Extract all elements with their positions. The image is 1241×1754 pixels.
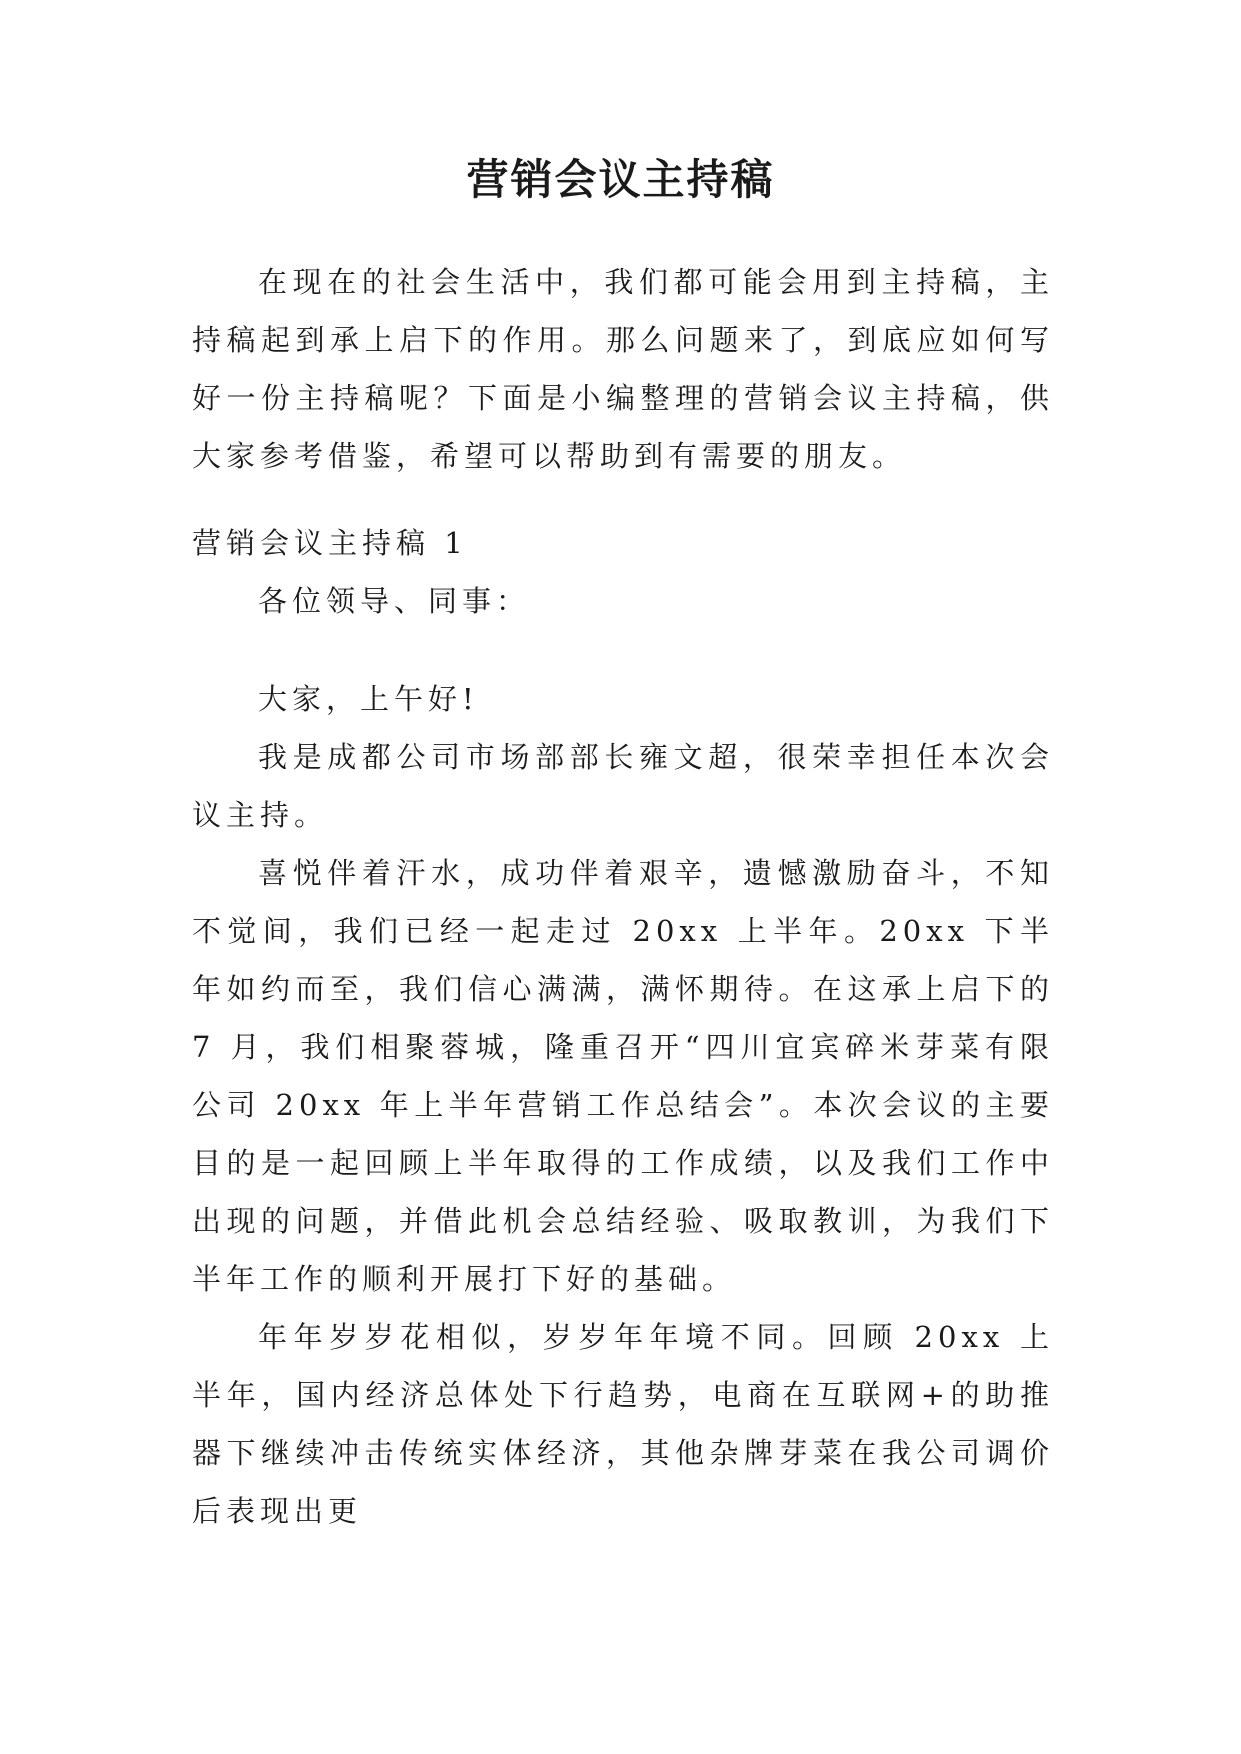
document-title: 营销会议主持稿	[466, 155, 775, 204]
intro-paragraph: 在现在的社会生活中，我们都可能会用到主持稿，主持稿起到承上启下的作用。那么问题来了，到底应如何写好一份主持稿呢？下面是小编整理的营销会议主持稿，供大家参考借鉴，希望可以帮助到有需要的朋友。	[192, 265, 1054, 473]
speech-body	[192, 670, 1054, 1540]
intro-block	[192, 253, 1054, 485]
section-block	[192, 514, 1054, 630]
salutation: 各位领导、同事：	[258, 584, 531, 618]
body-paragraph: 喜悦伴着汗水，成功伴着艰辛，遗憾激励奋斗，不知不觉间，我们已经一起走过 20xx 上半年。20xx 下半年如约而至，我们信心满满，满怀期待。在这承上启下的 7 月，我们相聚蓉城，隆重召开“四川宜宾碎米芽菜有限公司 20xx 年上半年营销工作总结会”。本次会议的主要目的是一起回顾上半年取得的工作成绩，以及我们工作中出现的问题，并借此机会总结经验、吸取教训，为我们下半年工作的顺利开展打下好的基础。	[192, 856, 1054, 1296]
body-paragraph: 我是成都公司市场部部长雍文超，很荣幸担任本次会议主持。	[192, 740, 1054, 832]
greeting: 大家，上午好!	[258, 682, 479, 716]
section-heading: 营销会议主持稿 1	[192, 526, 468, 560]
body-paragraph: 年年岁岁花相似，岁岁年年境不同。回顾 20xx 上半年，国内经济总体处下行趋势，电商在互联网+的助推器下继续冲击传统实体经济，其他杂牌芽菜在我公司调价后表现出更	[192, 1320, 1054, 1528]
